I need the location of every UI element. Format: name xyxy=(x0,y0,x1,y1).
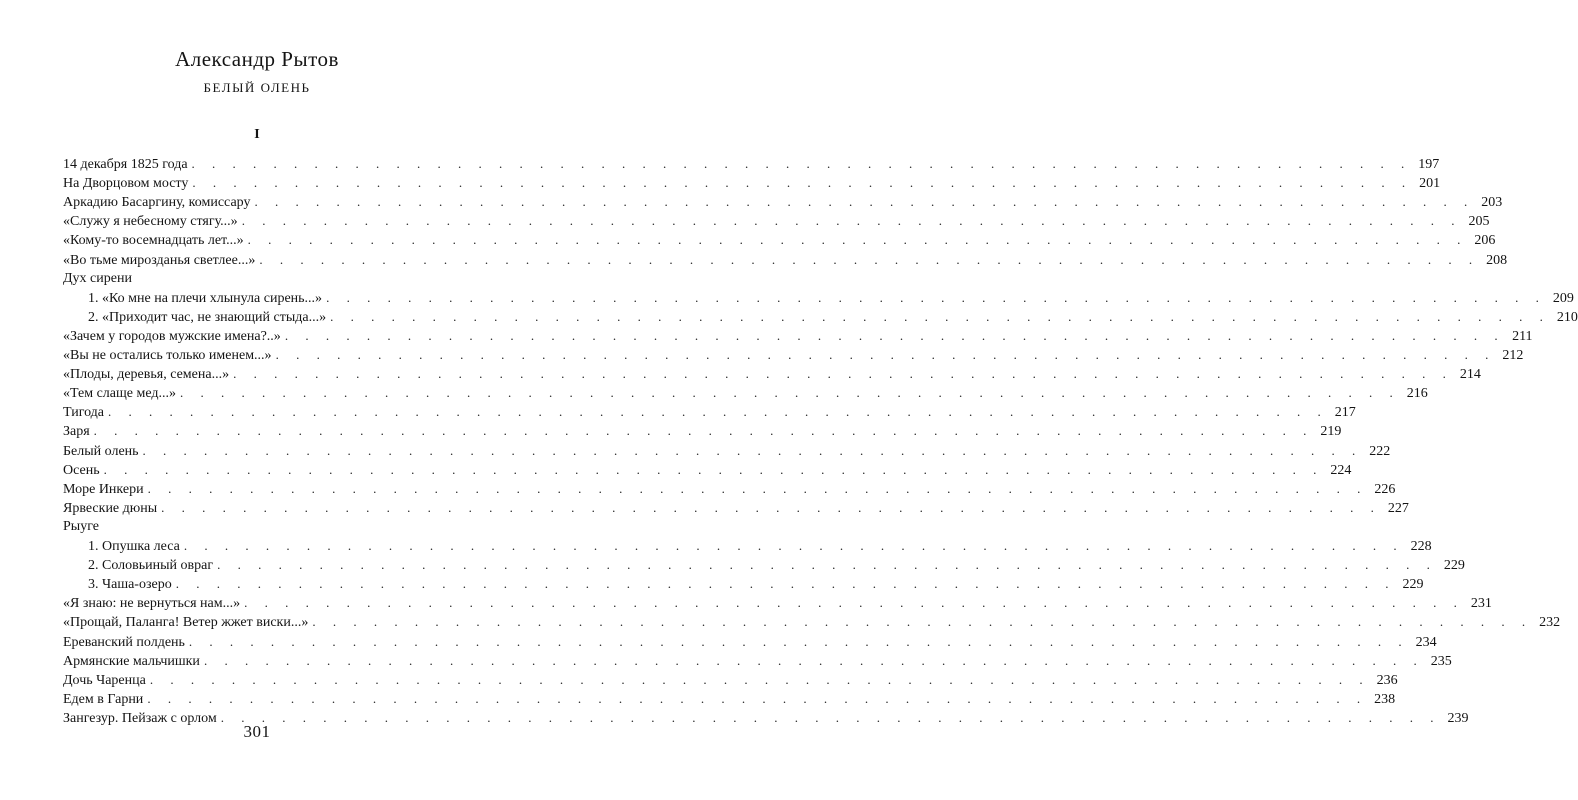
toc-leader-dots: . . . . . . . . . . . . . . . . . . . . . . . . . . . . . . . . . . . . . . . . . . . . . . . . . . . . . . . . . . . . xyxy=(326,289,1546,305)
toc-entry-page: 201 xyxy=(1419,176,1441,192)
toc-entry xyxy=(88,307,1578,327)
toc-entry-title: «Я знаю: не вернуться нам...» xyxy=(63,596,241,612)
toc-entry-title: Зангезур. Пейзаж с орлом xyxy=(63,710,217,726)
toc-leader-dots: . . . . . . . . . . . . . . . . . . . . . . . . . . . . . . . . . . . . . . . . . . . . . . . . . . . . . . . . . . . . xyxy=(180,385,1400,401)
toc-leader-dots: . . . . . . . . . . . . . . . . . . . . . . . . . . . . . . . . . . . . . . . . . . . . . . . . . . . . . . . . . . . . xyxy=(149,671,1370,687)
toc-entry-title: «Кому-то восемнадцать лет...» xyxy=(63,233,244,249)
toc-entry-title: 1. «Ко мне на плечи хлынула сирень...» xyxy=(88,290,323,306)
toc-entry-page: 210 xyxy=(1556,309,1578,325)
toc-entry xyxy=(63,345,1524,365)
toc-leader-dots: . . . . . . . . . . . . . . . . . . . . . . . . . . . . . . . . . . . . . . . . . . . . . . . . . . . . . . . . . . . . xyxy=(142,442,1363,458)
author-name: Александр Рытов xyxy=(175,47,339,71)
toc-entry-page: 216 xyxy=(1406,386,1428,402)
toc-entry-page: 235 xyxy=(1430,653,1452,669)
toc-leader-dots: . . . . . . . . . . . . . . . . . . . . . . . . . . . . . . . . . . . . . . . . . . . . . . . . . . . . . . . . . . . . xyxy=(254,194,1475,210)
toc-entry-title: Тигода xyxy=(63,405,105,421)
toc-entry xyxy=(63,670,1398,690)
toc-entry xyxy=(88,555,1465,575)
toc-entry-title: 2. Соловьиный овраг xyxy=(88,558,214,574)
toc-entry xyxy=(63,192,1503,212)
toc-entry xyxy=(63,632,1437,652)
toc-entry-title: 3. Чаша-озеро xyxy=(88,577,172,593)
toc-entry-page: 234 xyxy=(1415,634,1437,650)
toc-entry-title: «Прощай, Паланга! Ветер жжет виски...» xyxy=(63,615,309,631)
toc-entry-page: 197 xyxy=(1418,157,1440,172)
toc-leader-dots: . . . . . . . . . . . . . . . . . . . . . . . . . . . . . . . . . . . . . . . . . . . . . . . . . . . . . . . . . . . . xyxy=(191,156,1412,171)
toc-entry xyxy=(63,269,461,289)
page-number: 301 xyxy=(243,722,271,741)
toc-entry-title: 1. Опушка леса xyxy=(88,539,180,554)
toc-entry-title: На Дворцовом мосту xyxy=(63,176,189,192)
toc-entry-title: 2. «Приходит час, не знающий стыда...» xyxy=(88,309,327,325)
toc-entry-title: Ереванский полдень xyxy=(63,634,185,650)
toc-leader-dots: . . . . . . . . . . . . . . . . . . . . . . . . . . . . . . . . . . . . . . . . . . . . . . . . . . . . . . . . . . . . xyxy=(241,213,1462,229)
toc-entry xyxy=(63,364,1481,384)
toc-entry-title: Море Инкери xyxy=(63,481,144,497)
toc-entry xyxy=(88,536,1432,556)
toc-entry xyxy=(63,154,1440,174)
toc-entry-page: 226 xyxy=(1374,481,1396,497)
toc-entry-title: «Во тьме мирозданья светлее...» xyxy=(63,252,256,268)
toc-leader-dots: . . . . . . . . . . . . . . . . . . . . . . . . . . . . . . . . . . . . . . . . . . . . . . . . . . . . . . . . . . . . xyxy=(188,633,1409,649)
toc-leader-dots: . . . . . . . . . . . . . . . . . . . . . . . . . . . . . . . . . . . . . . . . . . . . . . . . . . . . . . . . . . . . xyxy=(147,480,1368,496)
toc-entry xyxy=(63,326,1533,346)
toc-entry-title: Аркадию Басаргину, комиссару xyxy=(63,195,251,211)
toc-entry-page: 229 xyxy=(1443,558,1465,574)
toc-entry xyxy=(63,230,1496,250)
toc-entry-title: Рыуге xyxy=(63,518,99,534)
toc-entry-page: 236 xyxy=(1376,672,1398,688)
toc-leader-dots: . . . . . . . . . . . . . . . . . . . . . . . . . . . . . . . . . . . . . . . . . . . . . . . . . . . . . . . . . . . . xyxy=(161,499,1381,515)
toc-leader-dots: . . . . . . . . . . . . . . . . . . . . . . . . . . . . . . . . . . . . . . . . . . . . . . . . . . . . . . . . . . . . xyxy=(259,251,1480,267)
toc-entry-page: 227 xyxy=(1387,500,1409,516)
toc-leader-dots: . . . . . . . . . . . . . . . . . . . . . . . . . . . . . . . . . . . . . . . . . . . . . . . . . . . . . . . . . . . . xyxy=(247,232,1468,248)
toc-entry xyxy=(63,517,461,537)
toc-entry xyxy=(63,441,1391,461)
toc-entry-title: Белый олень xyxy=(63,443,139,459)
toc-entry-page: 206 xyxy=(1474,233,1496,249)
toc-entry xyxy=(63,460,1352,480)
toc-entry-page: 209 xyxy=(1552,290,1574,306)
toc-entry xyxy=(88,574,1424,594)
toc-entry xyxy=(63,173,1441,193)
toc-leader-dots: . . . . . . . . . . . . . . . . . . . . . . . . . . . . . . . . . . . . . . . . . . . . . . . . . . . . . . . . . . . . xyxy=(275,347,1496,362)
toc-entry-page: 224 xyxy=(1330,462,1352,478)
toc-leader-dots: . . . . . . . . . . . . . . . . . . . . . . . . . . . . . . . . . . . . . . . . . . . . . . . . . . . . . . . . . . . . xyxy=(244,595,1464,611)
toc-entry xyxy=(63,593,1492,613)
toc-entry xyxy=(88,288,1574,308)
book-title: БЕЛЫЙ ОЛЕНЬ xyxy=(203,80,311,95)
toc-entry-page: 228 xyxy=(1410,539,1432,554)
toc-entry-page: 222 xyxy=(1369,443,1391,459)
toc-leader-dots: . . . . . . . . . . . . . . . . . . . . . . . . . . . . . . . . . . . . . . . . . . . . . . . . . . . . . . . . . . . . xyxy=(192,175,1413,191)
toc-entry-page: 208 xyxy=(1486,252,1508,268)
toc-entry-page: 229 xyxy=(1402,577,1424,593)
toc-leader-dots: . . . . . . . . . . . . . . . . . . . . . . . . . . . . . . . . . . . . . . . . . . . . . . . . . . . . . . . . . . . . xyxy=(175,576,1396,592)
toc-entry-title: «Вы не остались только именем...» xyxy=(63,348,272,363)
toc-entry xyxy=(63,498,1409,518)
toc-entry-title: Дух сирени xyxy=(63,270,132,286)
toc-entry-title: Дочь Чаренца xyxy=(63,672,146,688)
toc-leader-dots: . . . . . . . . . . . . . . . . . . . . . . . . . . . . . . . . . . . . . . . . . . . . . . . . . . . . . . . . . . . . xyxy=(220,709,1441,725)
toc-leader-dots: . . . . . . . . . . . . . . . . . . . . . . . . . . . . . . . . . . . . . . . . . . . . . . . . . . . . . . . . . . . . xyxy=(203,652,1424,668)
toc-entry-page: 219 xyxy=(1320,424,1342,440)
toc-leader-dots: . . . . . . . . . . . . . . . . . . . . . . . . . . . . . . . . . . . . . . . . . . . . . . . . . . . . . . . . . . . . xyxy=(233,366,1453,382)
toc-entry xyxy=(63,250,1508,270)
toc-entry-title: 14 декабря 1825 года xyxy=(63,157,188,172)
toc-leader-dots: . . . . . . . . . . . . . . . . . . . . . . . . . . . . . . . . . . . . . . . . . . . . . . . . . . . . . . . . . . . . xyxy=(312,614,1533,630)
toc-entry xyxy=(63,211,1490,231)
toc-entry xyxy=(63,479,1396,499)
toc-entry-title: «Плоды, деревья, семена...» xyxy=(63,367,230,383)
toc-entry-page: 214 xyxy=(1459,367,1481,383)
toc-entry-page: 203 xyxy=(1481,195,1503,211)
toc-entry-page: 212 xyxy=(1502,348,1524,363)
toc-entry-title: «Служу я небесному стягу...» xyxy=(63,214,238,230)
toc-entry xyxy=(63,383,1428,403)
toc-entry-title: Ярвеские дюны xyxy=(63,500,158,516)
section-number: I xyxy=(254,127,260,142)
toc-entry-page: 238 xyxy=(1374,691,1396,707)
toc-entry-title: «Зачем у городов мужские имена?..» xyxy=(63,328,281,344)
toc-leader-dots: . . . . . . . . . . . . . . . . . . . . . . . . . . . . . . . . . . . . . . . . . . . . . . . . . . . . . . . . . . . . xyxy=(183,538,1404,553)
toc-entry-page: 231 xyxy=(1470,596,1492,612)
toc-entry xyxy=(63,689,1396,709)
toc-entry xyxy=(63,651,1452,671)
toc-entry-page: 239 xyxy=(1447,710,1469,726)
toc-entry xyxy=(63,612,1561,632)
toc-entry-page: 205 xyxy=(1468,214,1490,230)
toc-leader-dots: . . . . . . . . . . . . . . . . . . . . . . . . . . . . . . . . . . . . . . . . . . . . . . . . . . . . . . . . . . . . xyxy=(330,308,1550,324)
toc-entry-title: Армянские мальчишки xyxy=(63,653,200,669)
toc-entry-page: 217 xyxy=(1334,405,1356,421)
toc-entry-page: 211 xyxy=(1512,328,1533,344)
toc-entry-title: «Тем слаще мед...» xyxy=(63,386,177,402)
toc-leader-dots: . . . . . . . . . . . . . . . . . . . . . . . . . . . . . . . . . . . . . . . . . . . . . . . . . . . . . . . . . . . . xyxy=(93,423,1314,439)
toc-entry-title: Едем в Гарни xyxy=(63,691,144,707)
toc-entry-page: 232 xyxy=(1539,615,1561,631)
toc-leader-dots: . . . . . . . . . . . . . . . . . . . . . . . . . . . . . . . . . . . . . . . . . . . . . . . . . . . . . . . . . . . . xyxy=(284,327,1505,343)
toc-entry xyxy=(63,421,1342,441)
toc-leader-dots: . . . . . . . . . . . . . . . . . . . . . . . . . . . . . . . . . . . . . . . . . . . . . . . . . . . . . . . . . . . . xyxy=(147,690,1368,706)
toc-leader-dots: . . . . . . . . . . . . . . . . . . . . . . . . . . . . . . . . . . . . . . . . . . . . . . . . . . . . . . . . . . . . xyxy=(108,404,1328,420)
toc-entry-title: Заря xyxy=(63,424,90,440)
toc-entry-title: Осень xyxy=(63,462,100,478)
toc-entry xyxy=(63,402,1356,422)
toc-leader-dots: . . . . . . . . . . . . . . . . . . . . . . . . . . . . . . . . . . . . . . . . . . . . . . . . . . . . . . . . . . . . xyxy=(217,557,1437,573)
toc-leader-dots: . . . . . . . . . . . . . . . . . . . . . . . . . . . . . . . . . . . . . . . . . . . . . . . . . . . . . . . . . . . . xyxy=(103,461,1324,477)
